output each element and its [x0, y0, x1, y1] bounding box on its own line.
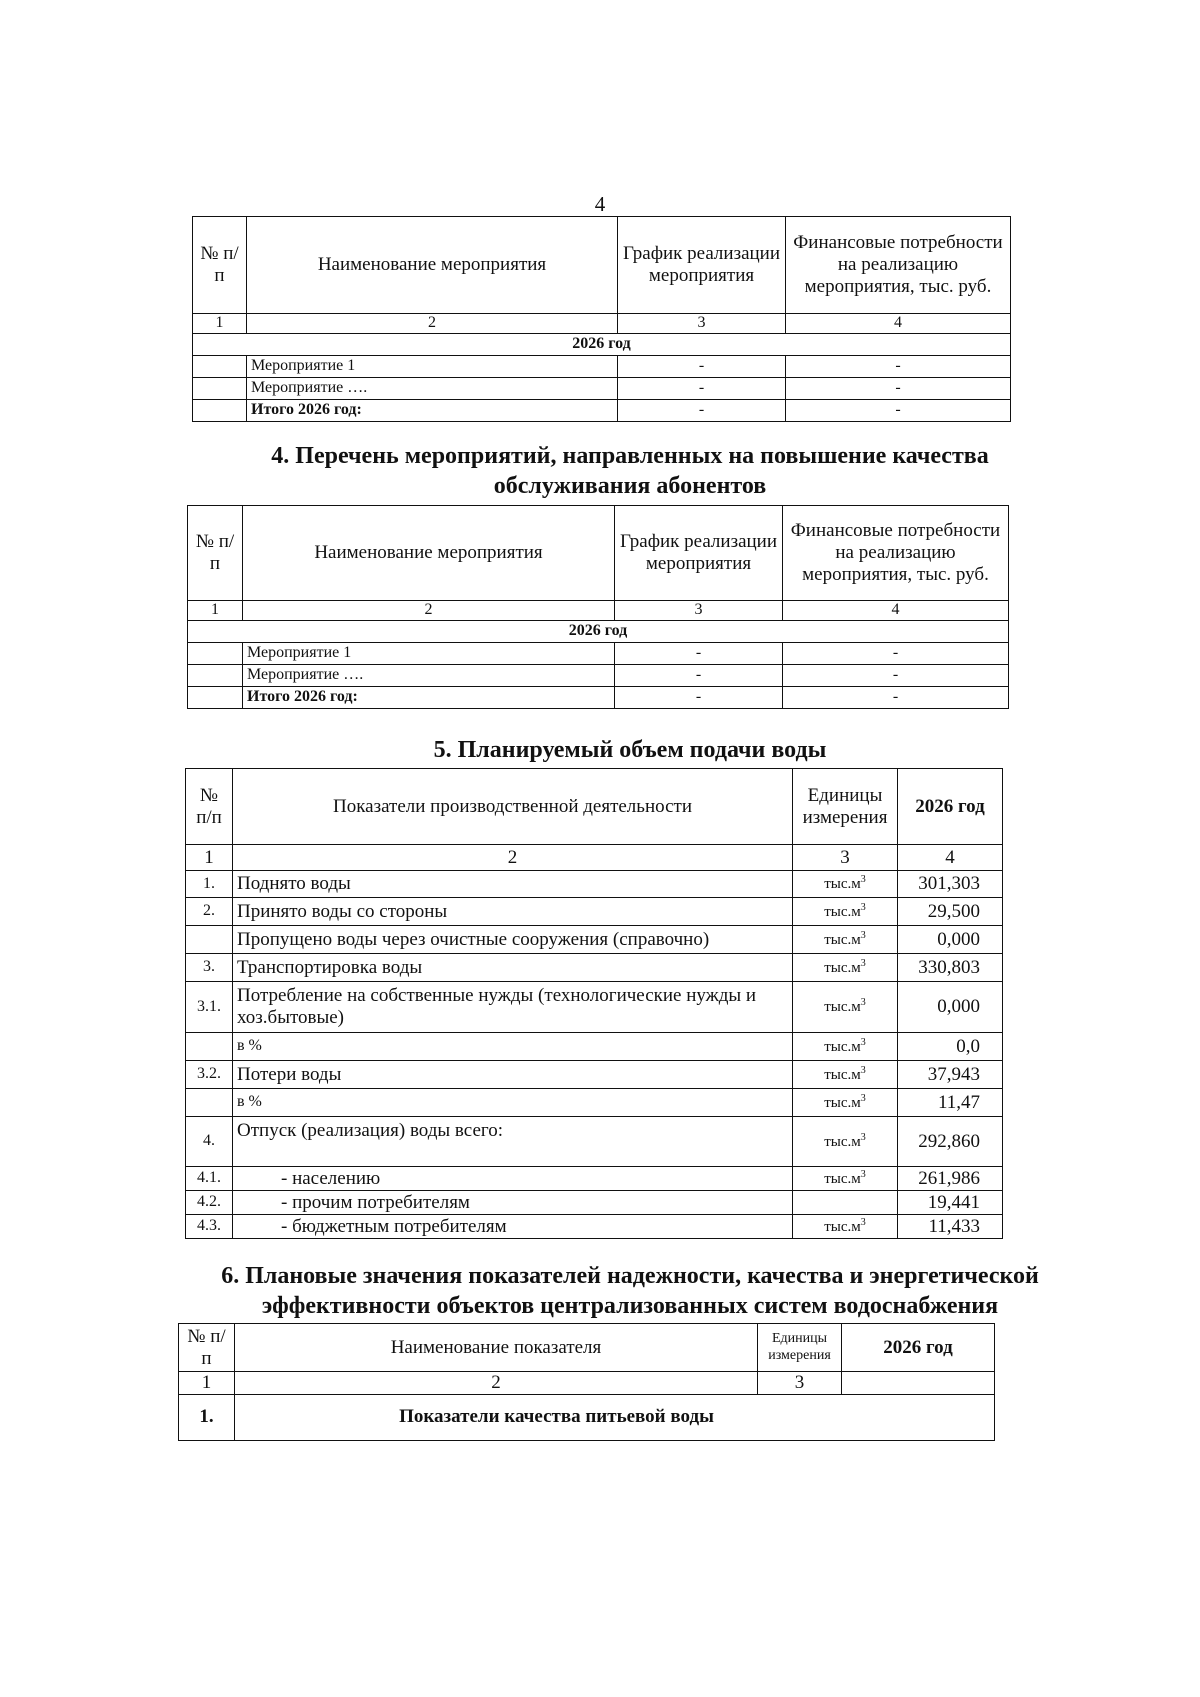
- table-row: [186, 926, 1003, 954]
- col-number: 1: [188, 601, 243, 621]
- header-indicator: Показатели производственной деятельности: [233, 769, 793, 845]
- row-name: Потребление на собственные нужды (технологические нужды и хоз.бытовые): [233, 982, 793, 1033]
- row-value: 261,986: [898, 1167, 1003, 1191]
- col-number: 2: [233, 845, 793, 871]
- row-name: Мероприятие ….: [247, 378, 618, 400]
- unit-base: тыс.м: [824, 876, 861, 893]
- unit-base: тыс.м: [824, 1038, 861, 1055]
- row-name: в %: [233, 1033, 793, 1061]
- row-unit: [793, 1117, 898, 1167]
- col-number: 4: [898, 845, 1003, 871]
- row-unit: [793, 1061, 898, 1089]
- header-name: Наименование мероприятия: [247, 217, 618, 314]
- row-name: Отпуск (реализация) воды всего:: [233, 1117, 793, 1167]
- year-label: 2026 год: [188, 621, 1009, 643]
- unit-exponent: 3: [860, 874, 866, 886]
- row-value: 0,000: [898, 926, 1003, 954]
- row-schedule: -: [615, 665, 783, 687]
- table-header-row: [179, 1324, 995, 1372]
- year-row: [188, 621, 1009, 643]
- row-name: Итого 2026 год:: [243, 687, 615, 709]
- column-numbers-row: [179, 1372, 995, 1395]
- group-row: [179, 1394, 995, 1440]
- row-num: [188, 665, 243, 687]
- row-value: 0,000: [898, 982, 1003, 1033]
- unit-exponent: 3: [860, 1036, 866, 1048]
- row-num: [186, 926, 233, 954]
- col-number: 3: [618, 314, 786, 334]
- row-value: 292,860: [898, 1117, 1003, 1167]
- row-name: - бюджетным потребителям: [233, 1215, 793, 1239]
- row-unit: [793, 1033, 898, 1061]
- row-value: 301,303: [898, 871, 1003, 898]
- row-value: 37,943: [898, 1061, 1003, 1089]
- row-value: 330,803: [898, 954, 1003, 982]
- table-row: [186, 1215, 1003, 1239]
- row-finance: -: [783, 665, 1009, 687]
- header-schedule: График реализации мероприятия: [618, 217, 786, 314]
- unit-exponent: 3: [860, 929, 866, 941]
- header-num: № п/п: [179, 1324, 235, 1372]
- row-unit: [793, 954, 898, 982]
- table-row: [186, 1061, 1003, 1089]
- row-num: [193, 356, 247, 378]
- row-name: Мероприятие 1: [247, 356, 618, 378]
- header-unit: Единицы измерения: [793, 769, 898, 845]
- row-unit: [793, 982, 898, 1033]
- header-finance: Финансовые потребности на реализацию мероприятия, тыс. руб.: [786, 217, 1011, 314]
- table-row: [186, 1089, 1003, 1117]
- section6-title-line2: эффективности объектов централизованных систем водоснабжения: [261, 1293, 999, 1319]
- row-unit: [793, 898, 898, 926]
- row-unit: [793, 1215, 898, 1239]
- row-name: Итого 2026 год:: [247, 400, 618, 422]
- row-name: Пропущено воды через очистные сооружения (справочно): [233, 926, 793, 954]
- table-row: [186, 954, 1003, 982]
- row-num: 4.2.: [186, 1191, 233, 1215]
- table-header-row: [186, 769, 1003, 845]
- row-num: 4.: [186, 1117, 233, 1167]
- column-numbers-row: [186, 845, 1003, 871]
- row-num: 4.3.: [186, 1215, 233, 1239]
- row-schedule: -: [618, 356, 786, 378]
- group-num: 1.: [179, 1394, 235, 1440]
- section4-title-line2: обслуживания абонентов: [493, 473, 767, 499]
- col-number: 1: [193, 314, 247, 334]
- unit-exponent: 3: [860, 1216, 866, 1228]
- row-name: в %: [233, 1089, 793, 1117]
- row-num: [188, 643, 243, 665]
- total-row: [188, 687, 1009, 709]
- table-header-row: [188, 506, 1009, 601]
- section6-title: [170, 1261, 1090, 1321]
- section4-title-line1: 4. Перечень мероприятий, направленных на повышение качества: [271, 443, 989, 469]
- col-number: 1: [186, 845, 233, 871]
- row-name: Принято воды со стороны: [233, 898, 793, 926]
- unit-exponent: 3: [860, 1092, 866, 1104]
- col-number: 2: [243, 601, 615, 621]
- table-row: [193, 378, 1011, 400]
- unit-base: тыс.м: [824, 1170, 861, 1187]
- row-unit: [793, 1089, 898, 1117]
- col-number: 4: [786, 314, 1011, 334]
- table-row: [188, 643, 1009, 665]
- unit-exponent: 3: [860, 1064, 866, 1076]
- row-num: [186, 1033, 233, 1061]
- measures-table-section4: [187, 505, 1009, 709]
- row-num: 3.1.: [186, 982, 233, 1033]
- header-num: № п/п: [186, 769, 233, 845]
- unit-base: тыс.м: [824, 903, 861, 920]
- row-name: Мероприятие ….: [243, 665, 615, 687]
- section6-title-line1: 6. Плановые значения показателей надежности, качества и энергетической: [221, 1263, 1039, 1289]
- row-finance: -: [783, 687, 1009, 709]
- page-number: 4: [594, 192, 606, 216]
- table-row: [193, 356, 1011, 378]
- header-name: Наименование мероприятия: [243, 506, 615, 601]
- header-num: № п/п: [193, 217, 247, 314]
- col-number: 3: [758, 1372, 842, 1395]
- table-row: [186, 1117, 1003, 1167]
- table-row: [186, 1191, 1003, 1215]
- year-label: 2026 год: [193, 334, 1011, 356]
- column-numbers-row: [188, 601, 1009, 621]
- row-value: 11,47: [898, 1089, 1003, 1117]
- header-year: 2026 год: [842, 1324, 995, 1372]
- col-number: 1: [179, 1372, 235, 1395]
- section5-title: 5. Планируемый объем подачи воды: [433, 737, 827, 763]
- row-value: 0,0: [898, 1033, 1003, 1061]
- row-schedule: -: [615, 643, 783, 665]
- row-unit: [793, 871, 898, 898]
- year-row: [193, 334, 1011, 356]
- row-value: 11,433: [898, 1215, 1003, 1239]
- unit-base: тыс.м: [824, 1218, 861, 1235]
- table-row: [186, 898, 1003, 926]
- indicators-table: [178, 1323, 995, 1441]
- col-number: 2: [247, 314, 618, 334]
- col-number-empty: [842, 1372, 995, 1395]
- table-row: [186, 871, 1003, 898]
- table-header-row: [193, 217, 1011, 314]
- unit-exponent: 3: [860, 957, 866, 969]
- table-row: [186, 982, 1003, 1033]
- col-number: 2: [235, 1372, 758, 1395]
- table-row: [188, 665, 1009, 687]
- unit-base: тыс.м: [824, 931, 861, 948]
- row-finance: -: [786, 378, 1011, 400]
- row-schedule: -: [615, 687, 783, 709]
- row-num: 3.2.: [186, 1061, 233, 1089]
- header-schedule: График реализации мероприятия: [615, 506, 783, 601]
- header-year: 2026 год: [898, 769, 1003, 845]
- row-num: [186, 1089, 233, 1117]
- row-name: - прочим потребителям: [233, 1191, 793, 1215]
- row-value: 19,441: [898, 1191, 1003, 1215]
- section4-title: [200, 441, 1060, 501]
- header-unit: Единицы измерения: [758, 1324, 842, 1372]
- row-num: 3.: [186, 954, 233, 982]
- row-schedule: -: [618, 400, 786, 422]
- row-num: 4.1.: [186, 1167, 233, 1191]
- row-unit-empty: [793, 1191, 898, 1215]
- unit-base: тыс.м: [824, 999, 861, 1016]
- row-unit: [793, 1167, 898, 1191]
- row-num: 1.: [186, 871, 233, 898]
- row-finance: -: [786, 400, 1011, 422]
- row-value: 29,500: [898, 898, 1003, 926]
- total-row: [193, 400, 1011, 422]
- row-name: Поднято воды: [233, 871, 793, 898]
- row-num: [188, 687, 243, 709]
- col-number: 4: [783, 601, 1009, 621]
- header-finance: Финансовые потребности на реализацию мероприятия, тыс. руб.: [783, 506, 1009, 601]
- table-row: [186, 1033, 1003, 1061]
- group-name: Показатели качества питьевой воды: [235, 1394, 995, 1440]
- row-name: Транспортировка воды: [233, 954, 793, 982]
- unit-exponent: 3: [860, 1131, 866, 1143]
- row-schedule: -: [618, 378, 786, 400]
- row-finance: -: [783, 643, 1009, 665]
- row-num: 2.: [186, 898, 233, 926]
- table-row: [186, 1167, 1003, 1191]
- header-num: № п/п: [188, 506, 243, 601]
- row-num: [193, 378, 247, 400]
- header-indicator: Наименование показателя: [235, 1324, 758, 1372]
- unit-base: тыс.м: [824, 1066, 861, 1083]
- row-unit: [793, 926, 898, 954]
- measures-table-section3: [192, 216, 1011, 422]
- row-num: [193, 400, 247, 422]
- unit-exponent: 3: [860, 901, 866, 913]
- unit-base: тыс.м: [824, 959, 861, 976]
- col-number: 3: [615, 601, 783, 621]
- unit-base: тыс.м: [824, 1094, 861, 1111]
- unit-exponent: 3: [860, 997, 866, 1009]
- unit-exponent: 3: [860, 1168, 866, 1180]
- row-name: - населению: [233, 1167, 793, 1191]
- water-supply-table: [185, 768, 1003, 1239]
- row-finance: -: [786, 356, 1011, 378]
- unit-base: тыс.м: [824, 1133, 861, 1150]
- row-name: Потери воды: [233, 1061, 793, 1089]
- row-name: Мероприятие 1: [243, 643, 615, 665]
- col-number: 3: [793, 845, 898, 871]
- column-numbers-row: [193, 314, 1011, 334]
